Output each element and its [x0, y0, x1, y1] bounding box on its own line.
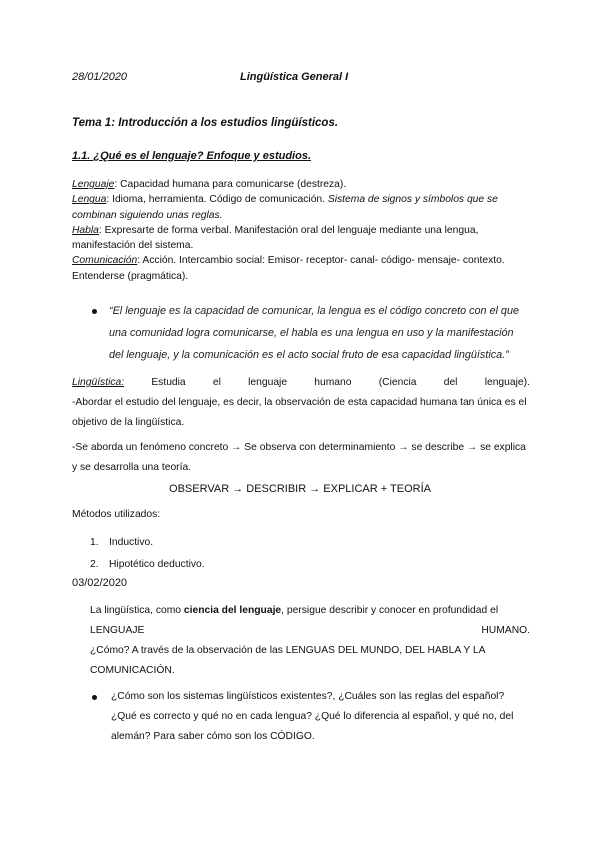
linguistica-science-block	[90, 601, 530, 747]
bullet-icon	[92, 309, 97, 314]
word: (Ciencia	[378, 377, 417, 388]
page-header	[72, 71, 528, 85]
definition-comunicacion	[72, 253, 530, 268]
text: La lingüística, como	[90, 605, 184, 616]
questions-bullet	[90, 687, 530, 747]
methods-flow: OBSERVAR → DESCRIBIR → EXPLICAR + TEORÍA	[169, 483, 431, 495]
justified-line	[90, 621, 530, 641]
word: Estudia	[151, 377, 186, 388]
how-question: ¿Cómo? A través de la observación de las LENGUAS DEL MUNDO, DEL HABLA Y LA COMUNICACIÓN.	[90, 645, 485, 676]
linguistica-paragraph-2: -Se aborda un fenómeno concreto → Se observa con determinamiento → se describe → se explica y se desarrolla una teoría.	[72, 442, 526, 473]
topic-heading: Tema 1: Introducción a los estudios lingüísticos.	[72, 117, 339, 129]
list-number: 1.	[90, 537, 99, 548]
word: LENGUAJE	[90, 625, 145, 636]
definition-text: : Expresarte de forma verbal. Manifestación oral del lenguaje mediante una lengua, manifestación del sistema.	[72, 224, 479, 252]
definition-italic: Sistema de signos y símbolos que se combinan siguiendo unas reglas.	[72, 194, 498, 221]
bullet-icon	[92, 695, 97, 700]
term-linguistica: Lingüística:	[72, 377, 125, 388]
word: el	[212, 377, 221, 388]
methods-label: Métodos utilizados:	[72, 509, 161, 520]
definition-lenguaje	[72, 177, 530, 192]
linguistica-paragraph-1: -Abordar el estudio del lenguaje, es decir, la observación de esta capacidad humana tan única es el objetivo de la lingüística.	[72, 397, 527, 428]
text: , persigue describir y conocer en profundidad el	[281, 605, 499, 616]
course-title: Lingüística General I	[240, 71, 349, 83]
term-lenguaje: Lenguaje	[72, 179, 115, 190]
linguistica-definition	[72, 373, 530, 393]
list-item	[90, 532, 205, 554]
word: HUMANO.	[481, 625, 530, 636]
word: del	[443, 377, 458, 388]
questions-text: ¿Cómo son los sistemas lingüísticos existentes?, ¿Cuáles son las reglas del español? ¿Qué es correcto y qué no en cada lengua? ¿Qué lo diferencia al español, y qué no, del alemán? Para saber cómo son los CÓDIGO.	[111, 691, 514, 742]
definition-comunicacion-line2: Entenderse (pragmática).	[72, 270, 189, 282]
linguistica-block	[72, 373, 530, 478]
definition-lengua	[72, 192, 530, 223]
definition-text: : Capacidad humana para comunicarse (destreza).	[114, 179, 347, 190]
science-sentence	[90, 601, 530, 621]
list-item	[90, 554, 205, 576]
word: humano	[314, 377, 352, 388]
methods-list	[90, 532, 205, 576]
definitions-block	[72, 177, 530, 284]
term-lengua: Lengua	[72, 194, 107, 206]
definition-text: : Idioma, herramienta. Código de comunicación.	[106, 194, 328, 206]
quote-bullet	[88, 300, 530, 366]
second-date: 03/02/2020	[72, 577, 128, 589]
section-heading: 1.1. ¿Qué es el lenguaje? Enfoque y estudios.	[72, 150, 312, 162]
term-habla: Habla	[72, 224, 99, 236]
word: lenguaje).	[484, 377, 530, 388]
word: lenguaje	[248, 377, 288, 388]
bold-text: ciencia del lenguaje	[183, 605, 282, 616]
definition-habla	[72, 223, 530, 254]
header-date: 28/01/2020	[72, 71, 128, 83]
list-label: Inductivo.	[109, 537, 154, 548]
term-comunicacion: Comunicación	[72, 255, 138, 267]
quote-text: “El lenguaje es la capacidad de comunicar, la lengua es el código concreto con el que una comunidad logra comunicarse, el habla es una lengua en uso y la manifestación del lenguaje, y la comunicación es el acto social fruto de esa capacidad lingüística.”	[109, 305, 519, 361]
list-label: Hipotético deductivo.	[109, 559, 205, 570]
list-number: 2.	[90, 559, 99, 570]
definition-text: : Acción. Intercambio social: Emisor- receptor- canal- código- mensaje- contexto.	[137, 255, 505, 267]
